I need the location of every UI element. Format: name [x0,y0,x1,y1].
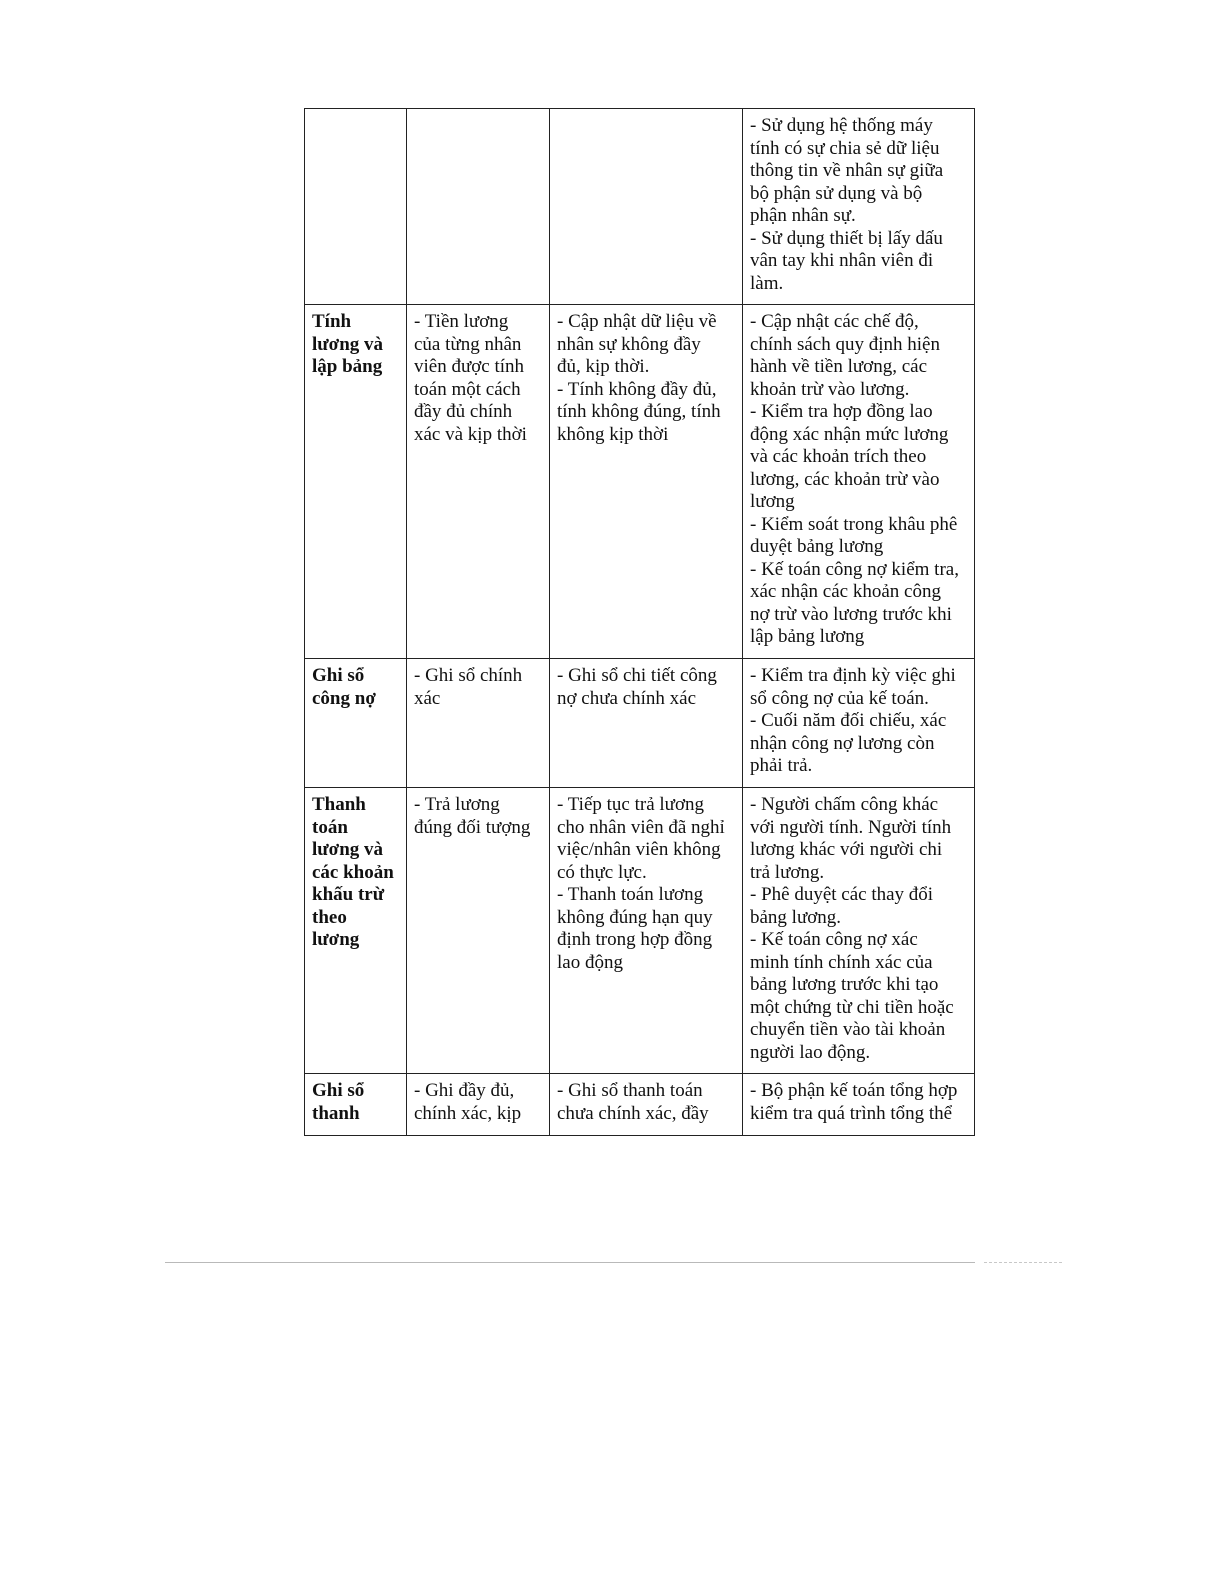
cell-text-line: minh tính chính xác của [750,951,933,973]
cell-text-line: - Kiểm tra định kỳ việc ghi [750,665,956,686]
cell-text-line: chính sách quy định hiện [750,333,940,355]
cell-text-line: lập bảng [312,356,383,377]
cell-text-line: toán một cách [414,378,521,400]
cell-text-line: công nợ [312,687,376,709]
cell-text [557,665,736,710]
table-row [305,788,975,1074]
cell-text-line: lương [750,491,795,512]
cell-text-line: không kịp thời [557,423,669,445]
process-step-cell [305,659,407,788]
cell-text-line: có thực lực. [557,861,647,883]
cell-text-line: xác và kịp thời [414,423,527,445]
cell-text-line: - Ghi sổ thanh toán [557,1080,703,1101]
table-body [305,109,975,1136]
cell-text-line: làm. [750,272,784,294]
cell-text-line: phải trả. [750,755,813,776]
cell-text-line: nhận công nợ lương còn [750,732,935,754]
cell-text-line: hành về tiền lương, các [750,356,928,377]
cell-text-line: - Kế toán công nợ xác [750,929,918,950]
cell-text-line: vân tay khi nhân viên đi [750,250,934,271]
cell-text-line: - Ghi đầy đủ, [414,1080,515,1101]
cell-text-line: thông tin về nhân sự giữa [750,160,944,181]
cell-text-line: bộ phận sử dụng và bộ [750,182,923,204]
cell-text-line: lương và [312,333,384,355]
cell-text-line: - Cập nhật dữ liệu về [557,311,717,332]
cell-text [312,311,400,379]
control-procedure-cell [743,659,975,788]
cell-text-line: khấu trừ [312,884,385,905]
cell-text-line: tính có sự chia sẻ dữ liệu [750,137,940,159]
cell-text-line: nợ trừ vào lương trước khi [750,603,952,625]
risk-cell [550,305,743,659]
objective-cell [407,305,550,659]
risk-cell [550,109,743,305]
cell-text-line: một chứng từ chi tiền hoặc [750,996,954,1018]
cell-text-line: bảng lương. [750,906,842,928]
objective-cell [407,109,550,305]
objective-cell [407,1074,550,1136]
cell-text-line: với người tính. Người tính [750,816,952,838]
cell-text-line: khoản trừ vào lương. [750,378,910,400]
internal-control-table [304,108,975,1136]
control-procedure-cell [743,109,975,305]
cell-text-line: nợ chưa chính xác [557,687,697,709]
cell-text-line: - Bộ phận kế toán tổng hợp [750,1080,958,1101]
cell-text [750,665,968,778]
control-procedure-cell [743,1074,975,1136]
cell-text-line: - Trả lương [414,794,500,815]
cell-text-line: xác [414,687,441,709]
footer-divider-mark [984,1262,1062,1263]
process-step-cell [305,1074,407,1136]
cell-text [557,311,736,446]
cell-text-line: và các khoản trích theo [750,446,927,467]
cell-text [557,794,736,974]
cell-text [312,794,400,952]
table-row [305,1074,975,1136]
cell-text-line: lương và [312,839,384,860]
cell-text-line: định trong hợp đồng [557,929,713,950]
table-row [305,305,975,659]
cell-text-line: - Ghi sổ chính [414,665,523,686]
cell-text [414,311,543,446]
cell-text [750,794,968,1064]
risk-cell [550,659,743,788]
cell-text-line: sổ công nợ của kế toán. [750,687,929,709]
process-step-cell [305,788,407,1074]
cell-text-line: của từng nhân [414,333,522,355]
cell-text-line: - Cập nhật các chế độ, [750,311,919,332]
risk-cell [550,1074,743,1136]
cell-text-line: - Sử dụng hệ thống máy [750,115,933,136]
cell-text-line: - Người chấm công khác [750,794,939,815]
cell-text [312,1080,400,1125]
table-row [305,659,975,788]
cell-text-line: đầy đủ chính [414,401,513,422]
table-row [305,109,975,305]
cell-text [312,665,400,710]
cell-text-line: chính xác, kịp [414,1102,522,1124]
cell-text-line: Ghi sổ [312,665,365,686]
cell-text-line: lương, các khoản trừ vào [750,468,940,490]
cell-text [414,794,543,839]
cell-text-line: Ghi sổ [312,1080,365,1101]
cell-text-line: duyệt bảng lương [750,536,884,557]
cell-text [414,665,543,710]
cell-text-line: toán [312,816,348,838]
cell-text-line: lao động [557,951,623,973]
cell-text-line: - Thanh toán lương [557,884,704,905]
cell-text-line: - Sử dụng thiết bị lấy dấu [750,227,943,249]
objective-cell [407,659,550,788]
cell-text-line: trả lương. [750,861,825,883]
cell-text [414,1080,543,1125]
cell-text [750,1080,968,1125]
cell-text-line: không đúng hạn quy [557,906,713,928]
cell-text-line: lương khác với người chi [750,839,943,860]
cell-text-line: lương [312,929,360,950]
cell-text-line: xác nhận các khoản công [750,581,941,602]
cell-text-line: - Tiếp tục trả lương [557,794,705,815]
control-procedure-cell [743,305,975,659]
cell-text-line: - Kế toán công nợ kiểm tra, [750,558,959,580]
control-procedure-cell [743,788,975,1074]
cell-text-line: kiểm tra quá trình tổng thể [750,1102,953,1124]
cell-text-line: - Kiểm soát trong khâu phê [750,513,958,535]
cell-text-line: theo [312,906,347,928]
footer-divider [165,1262,975,1263]
cell-text [557,1080,736,1125]
cell-text-line: chuyển tiền vào tài khoản [750,1019,946,1040]
cell-text [750,115,968,295]
cell-text-line: - Tính không đầy đủ, [557,378,717,400]
cell-text-line: - Tiền lương [414,311,509,332]
cell-text-line: - Cuối năm đối chiếu, xác [750,710,947,731]
process-step-cell [305,305,407,659]
cell-text-line: tính không đúng, tính [557,401,721,422]
cell-text-line: phận nhân sự. [750,205,856,226]
cell-text-line: các khoản [312,861,394,883]
cell-text-line: viên được tính [414,356,525,377]
cell-text-line: nhân sự không đầy [557,333,701,355]
cell-text-line: lập bảng lương [750,626,865,647]
process-step-cell [305,109,407,305]
cell-text-line: chưa chính xác, đầy [557,1102,709,1124]
cell-text-line: người lao động. [750,1041,871,1063]
cell-text-line: cho nhân viên đã nghỉ [557,816,725,838]
cell-text-line: đúng đối tượng [414,816,531,838]
cell-text [750,311,968,649]
risk-cell [550,788,743,1074]
cell-text-line: - Ghi sổ chi tiết công [557,665,717,686]
cell-text-line: Thanh [312,794,366,815]
objective-cell [407,788,550,1074]
cell-text-line: Tính [312,311,352,332]
cell-text-line: động xác nhận mức lương [750,423,949,445]
cell-text-line: việc/nhân viên không [557,839,721,860]
cell-text-line: thanh [312,1102,360,1124]
cell-text-line: bảng lương trước khi tạo [750,974,939,995]
cell-text-line: đủ, kịp thời. [557,356,650,377]
cell-text-line: - Kiểm tra hợp đồng lao [750,401,933,422]
cell-text-line: - Phê duyệt các thay đổi [750,884,934,905]
